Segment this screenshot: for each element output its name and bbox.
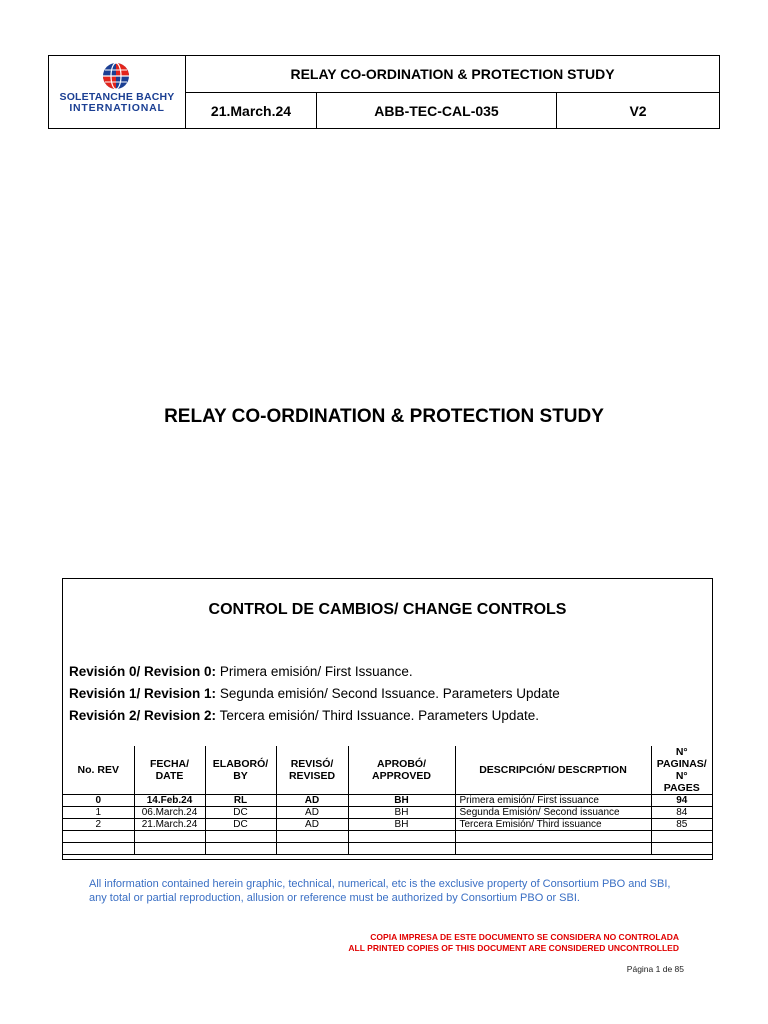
uncontrolled-copy-warning: [348, 932, 679, 954]
revision-table: [63, 746, 712, 855]
table-cell: 2: [63, 819, 134, 831]
table-cell: [63, 831, 134, 843]
table-cell: [455, 843, 651, 855]
table-cell: [651, 843, 712, 855]
page-number: Página 1 de 85: [626, 964, 684, 974]
revision-0-line: [69, 664, 413, 679]
table-header-cell: APROBÓ/ APPROVED: [348, 746, 455, 795]
table-cell: AD: [276, 807, 348, 819]
logo-text-line2: INTERNATIONAL: [69, 102, 165, 114]
revision-text: Tercera emisión/ Third Issuance. Parameters Update.: [216, 708, 539, 723]
table-header-cell: No. REV: [63, 746, 134, 795]
revision-label: Revisión 1/ Revision 1:: [69, 686, 217, 701]
table-cell: [63, 843, 134, 855]
table-row: [63, 831, 712, 843]
revision-2-line: [69, 708, 539, 723]
table-cell: 21.March.24: [134, 819, 205, 831]
change-controls-box: [62, 578, 713, 860]
copy-warning-line-1: COPIA IMPRESA DE ESTE DOCUMENTO SE CONSIDERA NO CONTROLADA: [370, 932, 679, 942]
header-doc-code: ABB-TEC-CAL-035: [317, 93, 557, 128]
header-version: V2: [629, 102, 647, 119]
table-cell: 84: [651, 807, 712, 819]
table-cell: Tercera Emisión/ Third issuance: [455, 819, 651, 831]
table-cell: Primera emisión/ First issuance: [455, 795, 651, 807]
table-header-cell: FECHA/ DATE: [134, 746, 205, 795]
table-cell: RL: [205, 795, 276, 807]
change-controls-title: CONTROL DE CAMBIOS/ CHANGE CONTROLS: [208, 601, 567, 618]
table-cell: 14.Feb.24: [134, 795, 205, 807]
main-title: RELAY CO-ORDINATION & PROTECTION STUDY: [164, 406, 604, 427]
table-cell: [276, 831, 348, 843]
company-logo: [49, 56, 186, 128]
table-cell: Segunda Emisión/ Second issuance: [455, 807, 651, 819]
table-cell: [455, 831, 651, 843]
table-cell: [276, 843, 348, 855]
ownership-notice: [89, 877, 670, 905]
table-row: [63, 819, 712, 831]
table-cell: DC: [205, 807, 276, 819]
table-header-cell: ELABORÓ/ BY: [205, 746, 276, 795]
revision-1-line: [69, 686, 560, 701]
table-header-cell: DESCRIPCIÓN/ DESCRPTION: [455, 746, 651, 795]
table-cell: [348, 831, 455, 843]
table-cell: [651, 831, 712, 843]
table-row: [63, 843, 712, 855]
table-cell: 06.March.24: [134, 807, 205, 819]
notice-line-2: any total or partial reproduction, allusion or reference must be authorized by Consortium PBO or SBI.: [89, 892, 580, 904]
revision-text: Primera emisión/ First Issuance.: [216, 664, 413, 679]
table-row: [63, 807, 712, 819]
table-cell: [205, 843, 276, 855]
table-cell: 1: [63, 807, 134, 819]
table-header-cell: REVISÓ/ REVISED: [276, 746, 348, 795]
logo-text-line1: SOLETANCHE BACHY: [59, 91, 175, 103]
notice-line-1: All information contained herein graphic, technical, numerical, etc is the exclusive property of Consortium PBO and SBI,: [89, 878, 671, 890]
table-body: [63, 795, 712, 855]
revision-label: Revisión 0/ Revision 0:: [69, 664, 217, 679]
table-cell: [205, 831, 276, 843]
table-cell: AD: [276, 795, 348, 807]
table-cell: 94: [651, 795, 712, 807]
revision-label: Revisión 2/ Revision 2:: [69, 708, 217, 723]
table-cell: BH: [348, 795, 455, 807]
table-cell: 85: [651, 819, 712, 831]
table-cell: BH: [348, 807, 455, 819]
header-title: RELAY CO-ORDINATION & PROTECTION STUDY: [186, 56, 719, 93]
globe-logo-icon: [102, 62, 130, 90]
table-cell: [134, 843, 205, 855]
table-cell: AD: [276, 819, 348, 831]
table-cell: [134, 831, 205, 843]
table-cell: DC: [205, 819, 276, 831]
table-header-row: [63, 746, 712, 795]
header-date: 21.March.24: [186, 93, 317, 128]
table-cell: 0: [63, 795, 134, 807]
table-header-cell: N° PAGINAS/ N° PAGES: [651, 746, 712, 795]
table-cell: [348, 843, 455, 855]
copy-warning-line-2: ALL PRINTED COPIES OF THIS DOCUMENT ARE CONSIDERED UNCONTROLLED: [348, 943, 679, 953]
table-row: [63, 795, 712, 807]
document-header: [48, 55, 720, 129]
table-cell: BH: [348, 819, 455, 831]
revision-text: Segunda emisión/ Second Issuance. Parameters Update: [216, 686, 560, 701]
